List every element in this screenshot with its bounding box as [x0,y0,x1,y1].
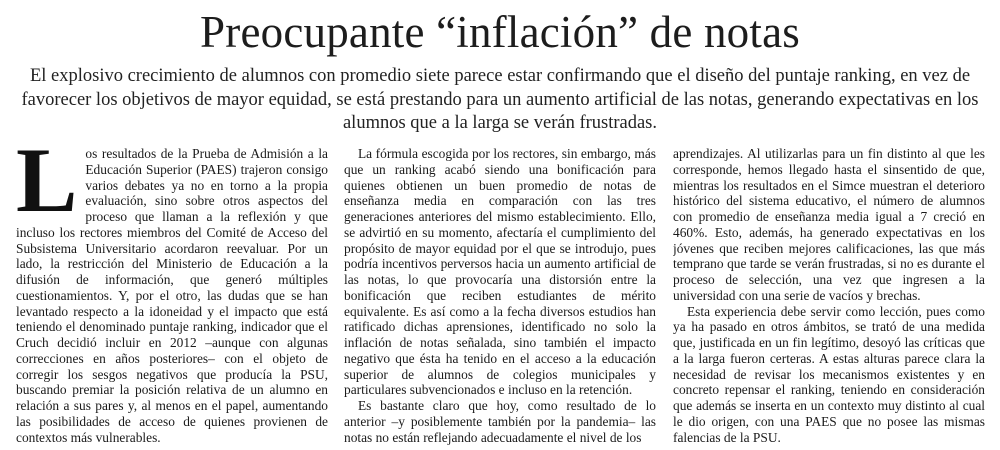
deck-subtitle: El explosivo crecimiento de alumnos con promedio siete parece estar confirmando que el diseño del puntaje ranking, en vez de favorecer los objetivos de mayor equidad, se está prestando para un aumento artificial de las notas, generando expectativas en los alumnos que a la larga se verán frustradas. [21,66,979,133]
article-column-3 [673,146,985,446]
article-column-2 [344,146,656,446]
paragraph-1-text: os resultados de la Prueba de Admisión a la Educación Superior (PAES) trajeron consigo varios debates ya no en torno a la propia evaluación, sino sobre otros aspectos del proceso que llaman a la reflexión y que incluso los rectores miembros del Comité de Acceso del Subsistema Universitario acordaron reevaluar. Por un lado, la restricción del Ministerio de Educación a la difusión de información, que generó múltiples cuestionamientos. Y, por el otro, las dudas que se han levantado respecto a la idoneidad y el impacto que está teniendo el denominado puntaje ranking, indicador que el Cruch decidió incluir en 2012 –aunque con algunas correcciones en años posteriores– con el objeto de corregir los sesgos negativos que producía la PSU, buscando premiar la posición relativa de un alumno en relación a sus pares y, al menos en el papel, aumentando las posibilidades de acceso de quienes provienen de contextos más vulnerables. [16,146,328,445]
paragraph-2: La fórmula escogida por los rectores, sin embargo, más que un ranking acabó siendo una bonificación para quienes obtienen un buen promedio de notas de enseñanza media en comparación con las tres generaciones anteriores del mismo establecimiento. Ello, se advirtió en su momento, afectaría el cumplimiento del propósito de mayor equidad por el que se introdujo, pues podría incentivos perversos hacia un aumento artificial de las notas, lo que provocaría una distorsión entre la bonificación que reciben estudiantes de mérito equivalente. Es así como a la fecha diversos estudios han ratificado dichas aprensiones, identificado no solo la inflación de notas señalada, sino también el impacto negativo que ésta ha tenido en el acceso a la educación superior de alumnos de colegios municipales y particulares subvencionados e incluso en la retención. [344,146,656,398]
paragraph-3-continued: aprendizajes. Al utilizarlas para un fin distinto al que les corresponde, hemos llegado hasta el sinsentido de que, mientras los resultados en el Simce muestran el deterioro histórico del sistema educativo, el número de alumnos con promedio de enseñanza media igual a 7 creció en 460%. Esto, además, ha generado expectativas en los jóvenes que reciben mejores calificaciones, las que más temprano que tarde se verán frustradas, si no es durante el proceso de selección, una vez que ingresen a la universidad con una serie de vacíos y brechas. [673,146,985,303]
article-column-1 [16,146,328,446]
paragraph-4: Esta experiencia debe servir como lección, pues como ya ha pasado en otros ámbitos, se trató de una medida que, justificada en un fin legítimo, desoyó las críticas que a la larga fueron certeras. A estas alturas parece clara la necesidad de revisar los mecanismos existentes y en concreto repensar el ranking, teniendo en consideración que además se inserta en un contexto muy distinto al cual le dio origen, con una PAES que no posee las mismas falencias de la PSU. [673,303,985,445]
drop-cap: L [16,146,78,231]
headline: Preocupante “inflación” de notas [200,7,800,57]
paragraph-3: Es bastante claro que hoy, como resultado de lo anterior –y posiblemente también por la pandemia– las notas no están reflejando adecuadamente el nivel de los [344,398,656,445]
paragraph-1 [16,146,328,445]
